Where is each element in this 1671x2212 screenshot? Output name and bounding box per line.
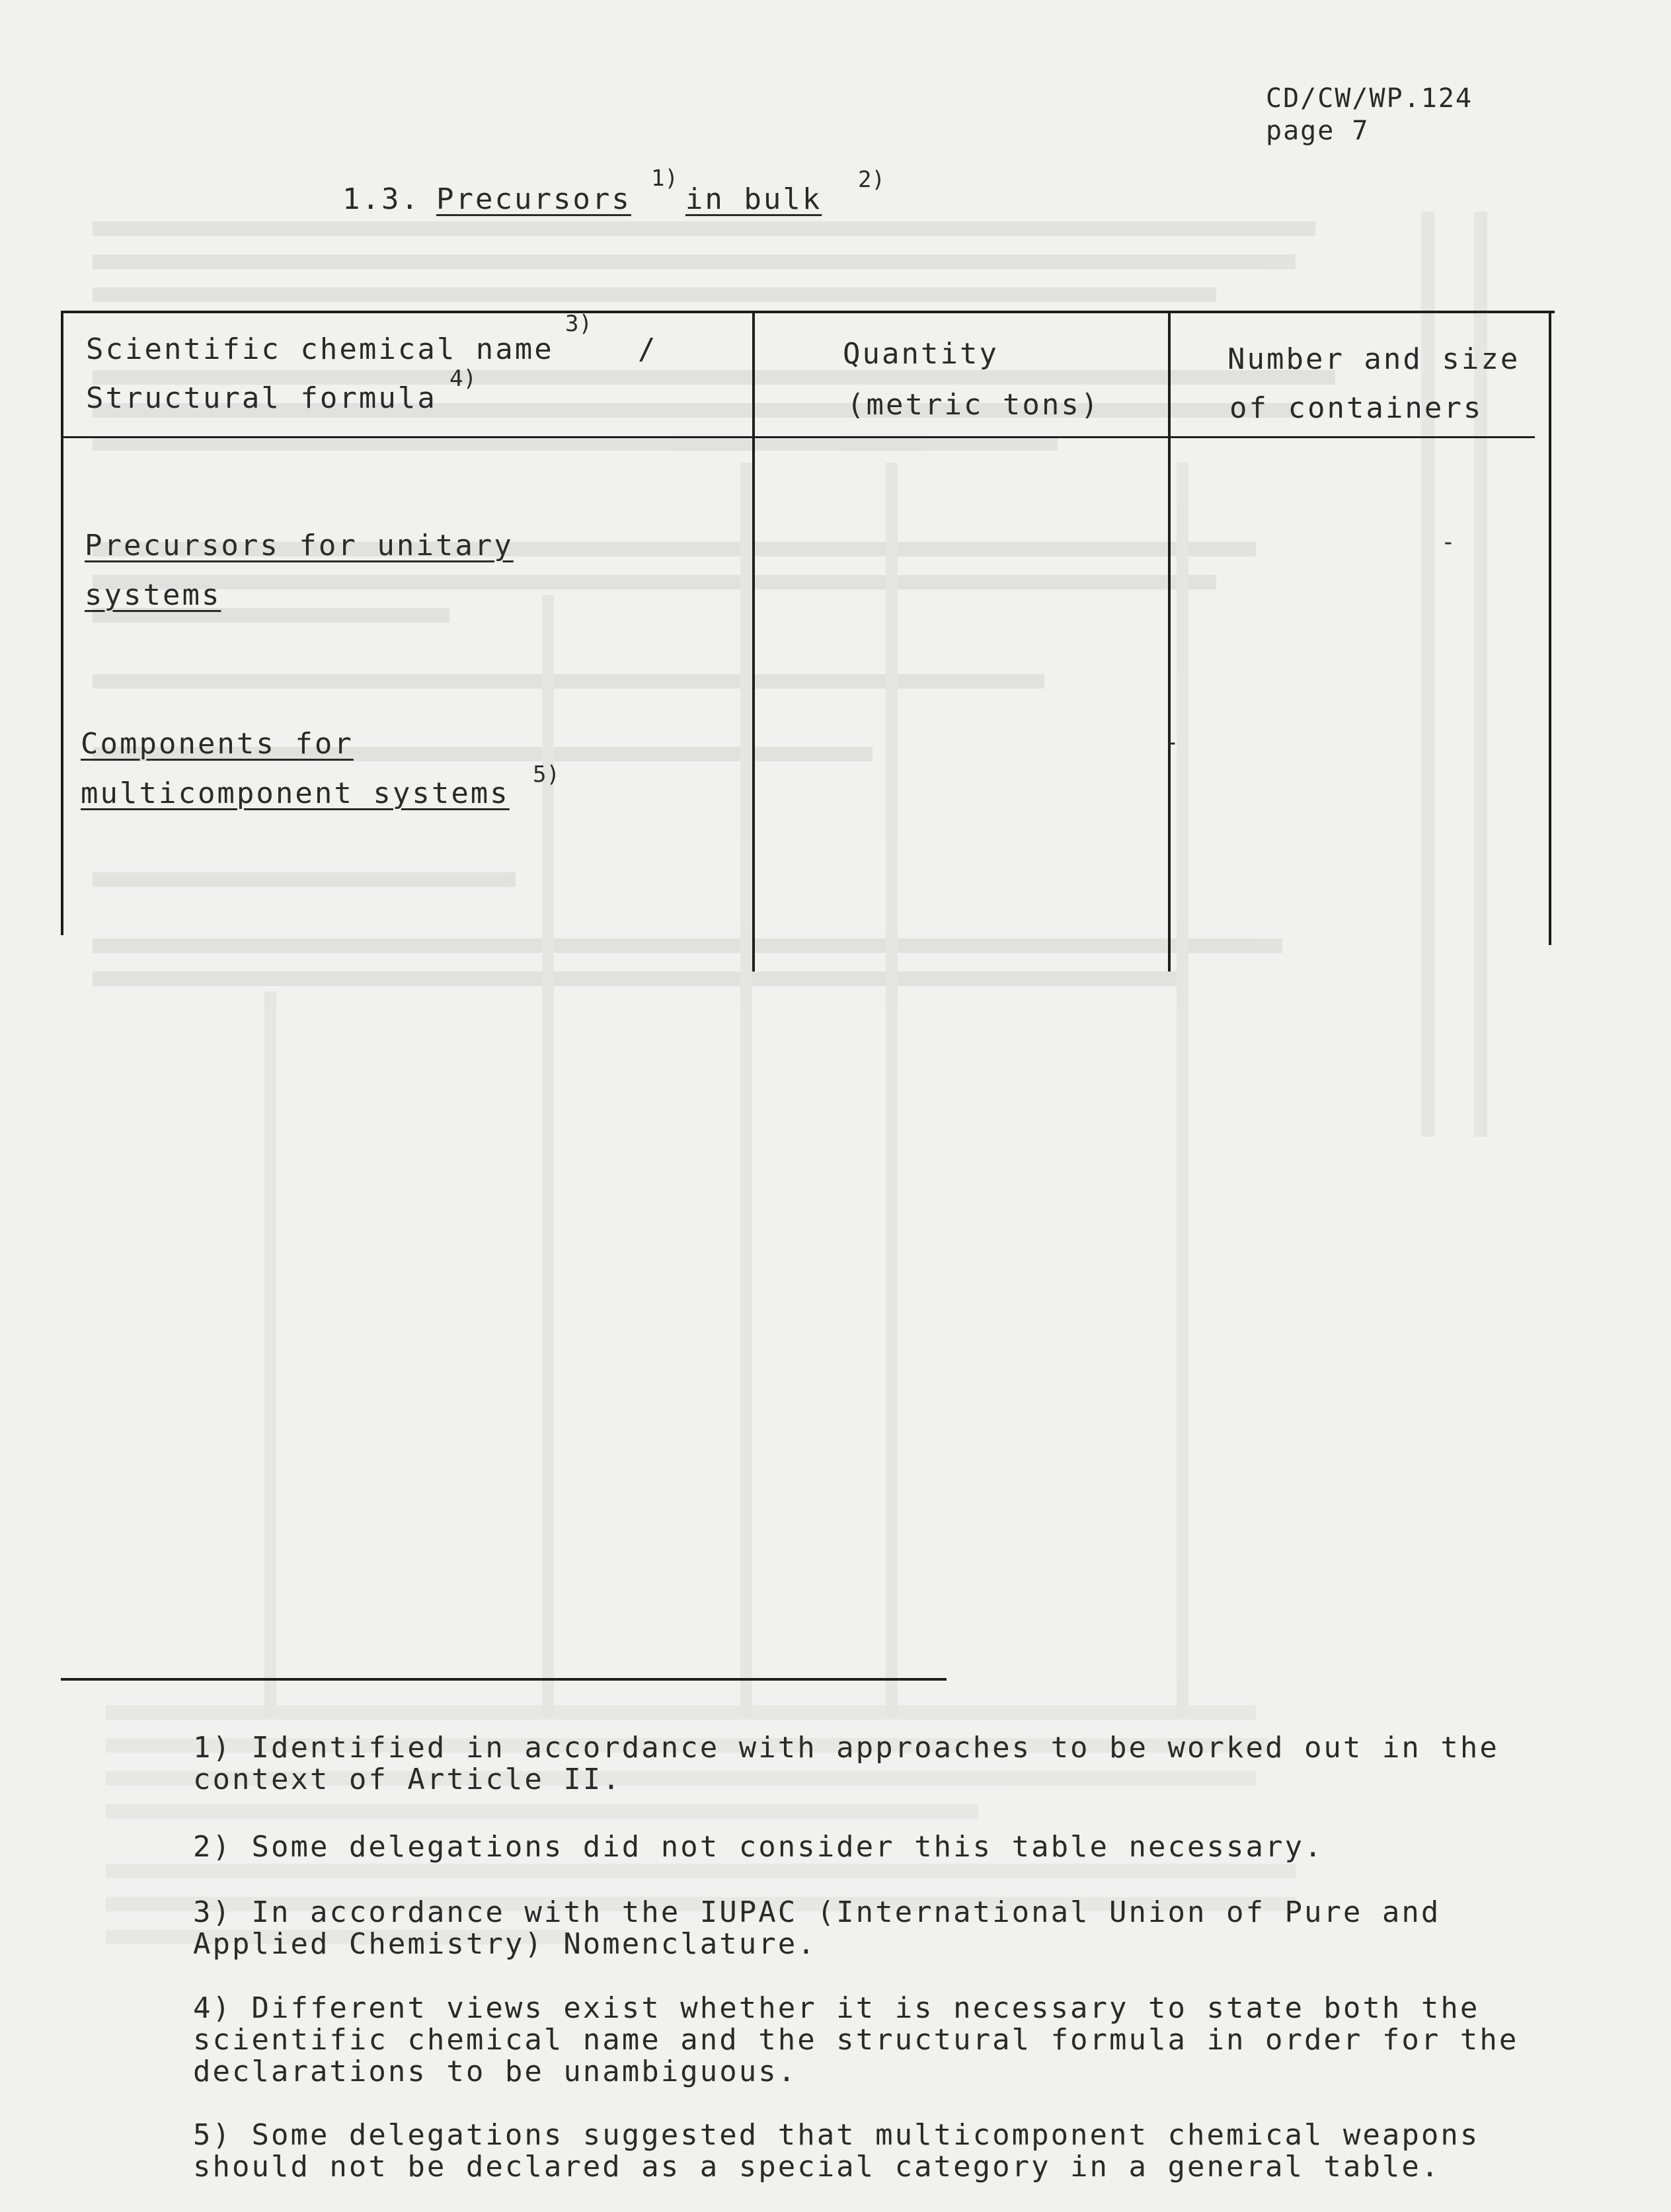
section-title-word1: Precursors [436,182,631,216]
table-header-divider [61,436,1535,438]
footnote-ref-5: 5) [533,761,560,788]
header-col3-line1: Number and size [1227,342,1520,376]
header-col3-line2: of containers [1229,391,1483,425]
row1-label-line1: Precursors for unitary [85,529,514,562]
row2-dash: - [1165,729,1181,756]
page-number: page 7 [1266,116,1370,146]
footnote-1: 1) Identified in accordance with approaches to be worked out in the context of Article II. [193,1731,1499,1796]
row2-label-line1: Components for [81,727,354,761]
footnote-5: 5) Some delegations suggested that multicomponent chemical weapons should not be declared as a special category in a general table. [193,2118,1480,2184]
section-title [436,182,822,216]
header-col1-slash: / [638,332,658,366]
row2-label-line2: multicomponent systems [81,777,510,810]
footnote-3: 3) In accordance with the IUPAC (International Union of Pure and Applied Chemistry) Nomenclature. [193,1895,1441,1961]
section-title-word2: in bulk [685,182,822,216]
footnote-ref-1: 1) [651,165,678,192]
footnote-ref-4: 4) [449,365,477,392]
table-right-border [1549,311,1551,945]
header-col2-line2: (metric tons) [847,388,1101,422]
table-col-divider-2 [1168,311,1171,972]
footnote-2: 2) Some delegations did not consider this table necessary. [193,1830,1324,1864]
document-symbol: CD/CW/WP.124 [1266,83,1473,114]
footnote-ref-2: 2) [858,167,885,193]
header-col2-line1: Quantity [843,337,999,371]
footnote-ref-3: 3) [565,311,592,337]
row1-label-line2: systems [85,578,221,612]
footnote-separator [61,1678,947,1681]
section-number: 1.3. [342,182,420,216]
table-top-border [61,311,1555,313]
row1-dash: - [1441,529,1457,556]
footnote-4: 4) Different views exist whether it is necessary to state both the scientific chemical name and the structural formula in order for the declarations to be unambiguous. [193,1991,1519,2088]
header-col1-line2: Structural formula [86,381,437,415]
table-col-divider-1 [752,311,755,972]
header-col1-line1: Scientific chemical name [86,332,554,366]
table-left-border [61,311,63,935]
